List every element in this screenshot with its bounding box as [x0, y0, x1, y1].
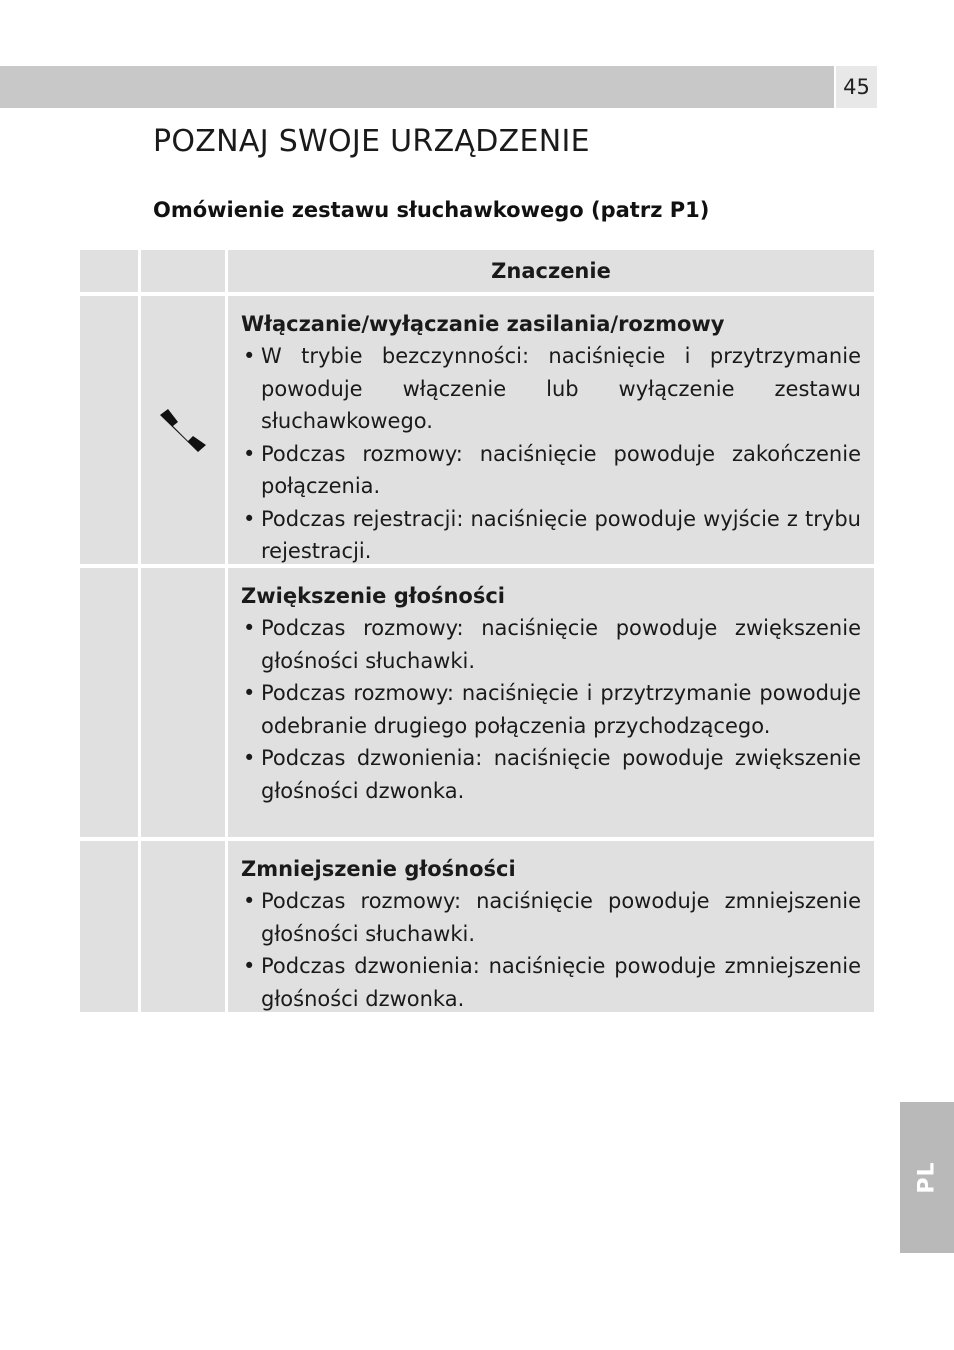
row-title: Włączanie/wyłączanie zasilania/rozmowy: [241, 312, 725, 336]
row-cell-description: [228, 296, 874, 564]
row-cell-icon: [141, 841, 225, 1012]
bullet-item: • Podczas rozmowy: naciśnięcie powoduje zwiększenie głośności słuchawki.: [241, 612, 861, 677]
bullet-item: • Podczas rejestracji: naciśnięcie powoduje wyjście z trybu rejestracji.: [241, 503, 861, 568]
table-header-row: [80, 250, 874, 292]
row-cell-description: [228, 841, 874, 1012]
bullet-item: • Podczas rozmowy: naciśnięcie powoduje zakończenie połączenia.: [241, 438, 861, 503]
page-title: POZNAJ SWOJE URZĄDZENIE: [153, 124, 590, 159]
bullet-item: • Podczas rozmowy: naciśnięcie powoduje zmniejszenie głośności słuchawki.: [241, 885, 861, 950]
bullet-list: [241, 885, 861, 1015]
bullet-item: • Podczas rozmowy: naciśnięcie i przytrzymanie powoduje odebranie drugiego połączenia przychodzącego.: [241, 677, 861, 742]
row-cell-description: [228, 568, 874, 837]
bullet-list: [241, 612, 861, 807]
row-cell-icon: [141, 296, 225, 564]
table-row: [80, 568, 874, 837]
header-cell-blank-1: [80, 250, 138, 292]
table-row: [80, 296, 874, 564]
phone-handset-icon: [158, 405, 208, 455]
language-label: PL: [914, 1161, 940, 1194]
language-tab: [900, 1102, 954, 1253]
row-title: Zwiększenie głośności: [241, 584, 505, 608]
table-row: [80, 841, 874, 1012]
headset-overview-table: [80, 250, 874, 1016]
header-bar: [0, 66, 834, 108]
bullet-item: • Podczas dzwonienia: naciśnięcie powoduje zmniejszenie głośności dzwonka.: [241, 950, 861, 1015]
section-heading: Omówienie zestawu słuchawkowego (patrz P1): [153, 198, 710, 222]
bullet-item: • W trybie bezczynności: naciśnięcie i przytrzymanie powoduje włączenie lub wyłączenie zestawu słuchawkowego.: [241, 340, 861, 438]
page-number: 45: [836, 66, 877, 108]
header-cell-blank-2: [141, 250, 225, 292]
bullet-list: [241, 340, 861, 568]
row-cell-label: [80, 296, 138, 564]
bullet-item: • Podczas dzwonienia: naciśnięcie powoduje zwiększenie głośności dzwonka.: [241, 742, 861, 807]
header-cell-meaning: Znaczenie: [228, 250, 874, 292]
row-cell-icon: [141, 568, 225, 837]
row-cell-label: [80, 568, 138, 837]
row-title: Zmniejszenie głośności: [241, 857, 516, 881]
row-cell-label: [80, 841, 138, 1012]
